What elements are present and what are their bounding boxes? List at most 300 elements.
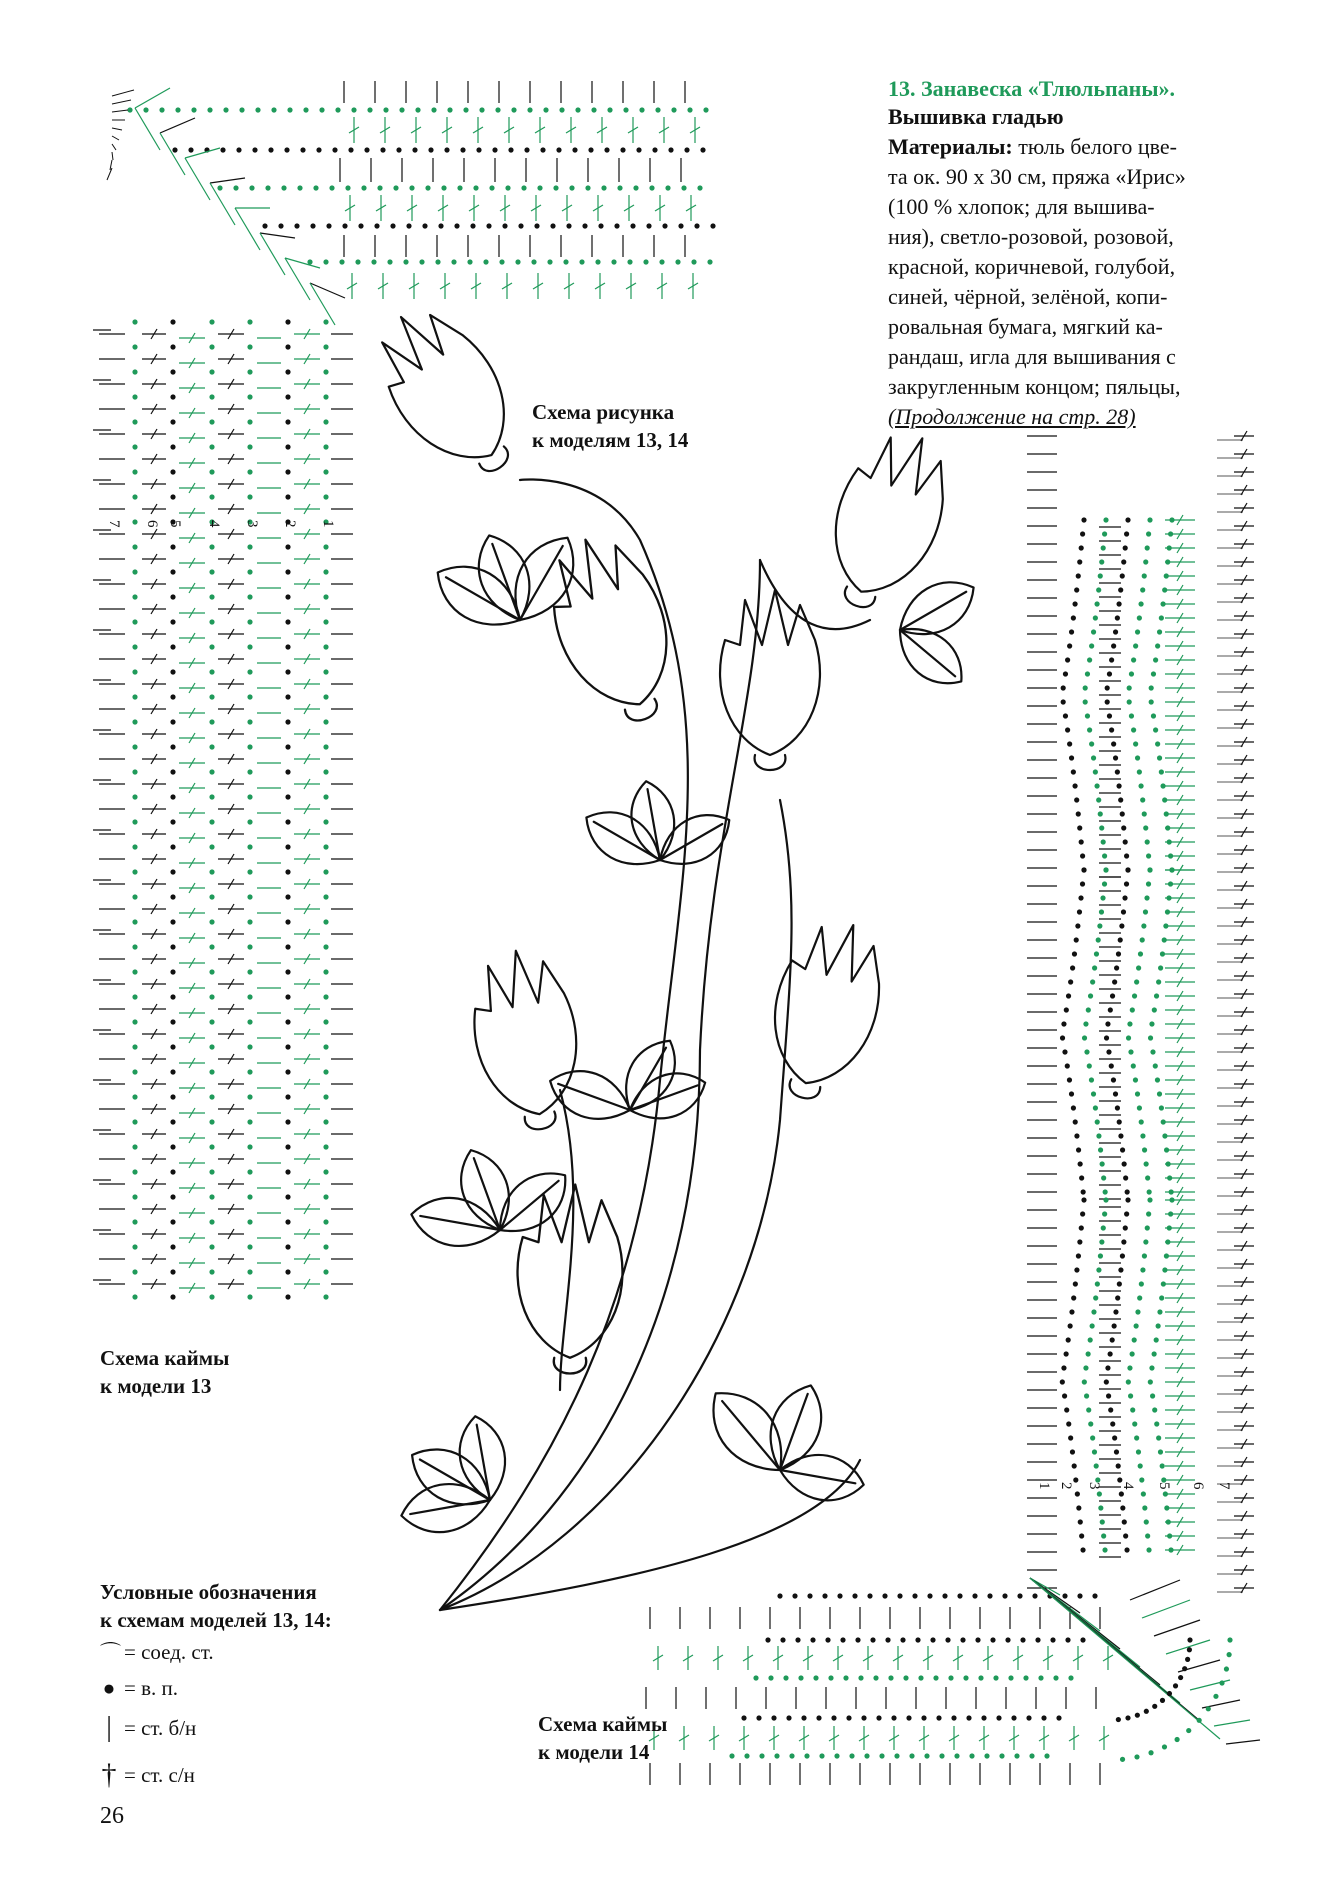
leaf-vein [420,1216,500,1230]
chain-dot [1098,811,1103,816]
chain-dot [285,419,290,424]
chain-dot [447,107,452,112]
chain-dot [1074,587,1079,592]
chain-dot [1061,685,1066,690]
chain-dot [1056,1715,1061,1720]
chain-dot [247,369,252,374]
chain-dot [323,494,328,499]
chain-dot [810,1637,815,1642]
chain-dot [1124,1547,1129,1552]
chain-dot [1098,1505,1103,1510]
chain-dot [852,1593,857,1598]
leaf-vein [780,1394,808,1470]
chain-dot [1144,1161,1149,1166]
chain-dot [1061,1365,1066,1370]
chain-dot [617,185,622,190]
row-number-left: 1 [320,520,336,528]
chain-dot [1092,1593,1097,1598]
chain-dot [1175,1737,1180,1742]
chain-dot [1115,615,1120,620]
chain-dot [604,147,609,152]
chain-dot [1060,1379,1065,1384]
chain-dot [323,1119,328,1124]
chain-dot [1142,1147,1147,1152]
chain-dot [1074,1133,1079,1138]
chain-dot [438,223,443,228]
chain-dot [170,1244,175,1249]
chain-dot [132,1044,137,1049]
chain-dot [209,969,214,974]
chain-dot [927,1593,932,1598]
chain-dot [170,744,175,749]
chain-dot [170,444,175,449]
chain-dot [207,107,212,112]
chain-dot [486,223,491,228]
chain-dot [1121,559,1126,564]
chain-dot [1142,811,1147,816]
chain-dot [132,644,137,649]
chain-dot [1103,1189,1108,1194]
stitch-mark [1214,1720,1250,1726]
leaf-4 [625,778,680,864]
stitch-mark [1142,1600,1190,1618]
chain-dot [1118,1133,1123,1138]
chain-dot [451,259,456,264]
chain-dot [1064,1407,1069,1412]
chain-dot [984,1753,989,1758]
chain-dot [1122,1519,1127,1524]
chain-dot [888,1675,893,1680]
chain-dot [1126,1035,1131,1040]
chain-dot [170,869,175,874]
chain-dot [1156,1435,1161,1440]
chain-dot [1062,1049,1067,1054]
chain-dot [1094,951,1099,956]
chain-dot [550,223,555,228]
chain-dot [1103,1197,1108,1202]
chain-dot [1137,615,1142,620]
chain-dot [1011,1715,1016,1720]
chain-dot [649,185,654,190]
materials-line-6: ровальная бумага, мягкий ка- [888,314,1163,339]
chain-dot [1085,713,1090,718]
chain-dot [1131,727,1136,732]
chain-dot [1062,1393,1067,1398]
chain-dot [313,185,318,190]
chain-dot [1079,545,1084,550]
chain-dot [1105,685,1110,690]
tulip-cup [814,420,964,609]
stitch-mark [160,133,185,175]
chain-dot [1152,1407,1157,1412]
chain-dot [1125,1189,1130,1194]
chain-dot [765,1637,770,1642]
chain-dot [671,107,676,112]
chain-dot [132,1269,137,1274]
chain-dot [547,259,552,264]
border13-caption-line1: Схема каймы [100,1346,230,1370]
chain-dot [1140,587,1145,592]
chain-dot [885,1637,890,1642]
leaf-vein [660,824,722,860]
chain-dot [285,994,290,999]
chain-dot [951,1715,956,1720]
chain-dot [1099,909,1104,914]
chain-dot [132,819,137,824]
chain-dot [1110,1337,1115,1342]
chain-dot [691,259,696,264]
chain-dot [209,444,214,449]
chain-dot [132,1194,137,1199]
chain-dot [1117,1281,1122,1286]
chain-dot [323,669,328,674]
chain-dot [1206,1706,1211,1711]
chain-dot [285,769,290,774]
chain-dot [1134,1435,1139,1440]
chain-dot [521,185,526,190]
stitch-mark [112,128,122,130]
chain-dot [1123,1225,1128,1230]
chain-dot [1127,685,1132,690]
chain-dot [409,185,414,190]
chain-dot [553,185,558,190]
chain-dot [999,1753,1004,1758]
chain-dot [858,1675,863,1680]
chain-dot [247,319,252,324]
chain-dot [789,1753,794,1758]
chain-dot [209,669,214,674]
chain-dot [1145,1175,1150,1180]
chain-dot [209,369,214,374]
leaf-vein [630,1085,698,1110]
chain-dot [614,223,619,228]
chain-dot [132,444,137,449]
chain-dot [170,1119,175,1124]
leaf-vein [520,546,563,620]
tulip-bulb [479,446,513,476]
chain-dot [393,185,398,190]
chain-dot [1065,1063,1070,1068]
chain-dot [454,223,459,228]
chain-dot [170,419,175,424]
chain-dot [1147,1197,1152,1202]
chain-dot [285,594,290,599]
border13-caption [100,1344,229,1400]
chain-dot [1152,1351,1157,1356]
continuation-link[interactable]: (Продолжение на стр. 28) [888,404,1136,429]
chain-dot [1089,1077,1094,1082]
chain-dot [601,185,606,190]
chain-dot [1213,1694,1218,1699]
chain-dot [209,1094,214,1099]
chain-dot [1091,1091,1096,1096]
chain-dot [323,569,328,574]
chain-dot [1097,923,1102,928]
chain-dot [247,1069,252,1074]
leaf-15 [758,1377,833,1478]
chain-dot [460,147,465,152]
chain-dot [1144,1519,1149,1524]
chain-dot [323,969,328,974]
chain-dot [1104,1379,1109,1384]
chain-dot [1156,1323,1161,1328]
chain-dot [209,819,214,824]
chain-dot [170,969,175,974]
chain-dot [756,1715,761,1720]
chain-dot [323,944,328,949]
chain-dot [1140,1267,1145,1272]
chain-dot [1118,1267,1123,1272]
chain-dot [1121,1239,1126,1244]
chain-dot [1068,1675,1073,1680]
chain-dot [1133,741,1138,746]
chain-dot [209,544,214,549]
chain-dot [285,969,290,974]
chain-dot [1083,1021,1088,1026]
chain-dot [1135,755,1140,760]
chain-dot [1094,1463,1099,1468]
chain-dot [326,223,331,228]
chain-dot [1111,741,1116,746]
chain-dot [1102,1547,1107,1552]
chain-dot [209,1269,214,1274]
chain-dot [209,344,214,349]
chain-dot [252,147,257,152]
chain-dot [882,1593,887,1598]
chain-dot [285,469,290,474]
chain-dot [741,1715,746,1720]
chain-dot [1155,643,1160,648]
chain-dot [323,1144,328,1149]
chain-dot [132,894,137,899]
chain-dot [323,869,328,874]
chain-dot [795,1637,800,1642]
chain-dot [1135,1091,1140,1096]
chain-dot [665,185,670,190]
chain-dot [607,107,612,112]
chain-dot [1106,1049,1111,1054]
chain-dot [170,1169,175,1174]
chain-dot [170,1094,175,1099]
chain-dot [1197,1718,1202,1723]
chain-dot [1095,1281,1100,1286]
chain-dot [239,107,244,112]
chain-dot [329,185,334,190]
chain-dot [505,185,510,190]
chain-dot [1154,1421,1159,1426]
chain-dot [209,994,214,999]
chain-dot [1112,979,1117,984]
chain-dot [323,259,328,264]
chain-dot [906,1715,911,1720]
chain-dot [285,1294,290,1299]
chain-dot [383,107,388,112]
chain-dot [1120,1505,1125,1510]
chain-dot [1044,1753,1049,1758]
chain-dot [930,1637,935,1642]
chain-dot [627,259,632,264]
tulip-cup [757,911,896,1096]
chain-dot [271,107,276,112]
tulip-embroidery-pattern [356,291,985,1610]
chain-dot [1095,1119,1100,1124]
chain-dot [262,223,267,228]
leaf-13 [486,1158,580,1247]
stitch-mark [260,233,295,238]
chain-dot [323,544,328,549]
chain-dot [132,1244,137,1249]
chain-dot [1005,1637,1010,1642]
chain-dot [1096,797,1101,802]
chain-dot [444,147,449,152]
row-number-left: 6 [144,520,160,528]
chain-dot [1105,699,1110,704]
chain-dot [1186,1728,1191,1733]
chain-dot [170,994,175,999]
chain-dot [697,185,702,190]
chain-dot [247,794,252,799]
chain-dot [303,107,308,112]
chain-dot [579,259,584,264]
chain-dot [143,107,148,112]
chain-dot [342,223,347,228]
chain-dot [939,1753,944,1758]
chain-dot [1098,1253,1103,1258]
chain-dot [966,1715,971,1720]
chain-dot [1125,1715,1130,1720]
chain-dot [1162,1744,1167,1749]
leaf-6 [889,568,985,649]
chain-dot [348,147,353,152]
chain-dot [132,1069,137,1074]
chain-dot [1060,1035,1065,1040]
chain-dot [170,1069,175,1074]
chain-dot [209,1119,214,1124]
chain-dot [867,1593,872,1598]
chain-dot [170,1044,175,1049]
legend-item-single-crochet [100,1706,332,1750]
legend-item-text: = в. п. [124,1675,178,1700]
chain-dot [1144,895,1149,900]
chain-dot [351,107,356,112]
border14-caption-line1: Схема каймы [538,1712,668,1736]
chain-dot [247,669,252,674]
chain-dot [646,223,651,228]
single-crochet-icon: | [106,1712,112,1743]
chain-dot [476,147,481,152]
chain-dot [1187,1647,1192,1652]
chain-dot [220,147,225,152]
chain-dot [285,544,290,549]
chain-dot [285,1119,290,1124]
chain-dot [431,107,436,112]
double-crochet-icon: † [101,1758,117,1791]
chain-dot [1090,979,1095,984]
chain-dot [236,147,241,152]
chain-dot [188,147,193,152]
chain-dot [1116,1717,1121,1722]
chain-dot [323,1169,328,1174]
chain-dot [1127,699,1132,704]
chain-dot [285,319,290,324]
stitch-mark [185,158,210,200]
chain-dot [1102,853,1107,858]
chain-dot [132,694,137,699]
chain-dot [170,794,175,799]
chain-dot [132,969,137,974]
chain-dot [285,794,290,799]
chain-dot [1074,1267,1079,1272]
leaf-8 [542,1060,637,1131]
chain-dot [768,1675,773,1680]
chain-dot [406,223,411,228]
chain-dot [457,185,462,190]
materials-line-8: закругленным концом; пяльцы, [888,374,1181,399]
chain-dot [332,147,337,152]
chain-dot [1135,1713,1140,1718]
leaf-19 [397,1477,494,1539]
chain-dot [1159,615,1164,620]
chain-dot [633,185,638,190]
chain-dot [1115,769,1120,774]
chain-dot [1100,1519,1105,1524]
chain-dot [1123,545,1128,550]
chain-dot [1140,1133,1145,1138]
stem [440,800,792,1610]
chain-dot [816,1715,821,1720]
chain-dot [1096,1133,1101,1138]
chain-dot [1149,685,1154,690]
chain-dot [1151,671,1156,676]
chain-dot [1069,1309,1074,1314]
chain-dot [1089,643,1094,648]
chain-dot [1094,783,1099,788]
chain-dot [1008,1675,1013,1680]
row-number-left: 2 [282,520,298,528]
chain-dot [412,147,417,152]
chain-dot [879,1753,884,1758]
chain-dot [247,444,252,449]
chain-dot [1087,727,1092,732]
chain-dot [1072,1463,1077,1468]
chain-dot [1159,1295,1164,1300]
chain-dot [323,444,328,449]
chain-dot [247,1269,252,1274]
chain-dot [1113,1091,1118,1096]
chain-dot [1038,1675,1043,1680]
chain-dot [247,544,252,549]
chain-dot [247,1194,252,1199]
chain-dot [170,569,175,574]
chain-dot [285,644,290,649]
chain-dot [132,1294,137,1299]
leaf-vein [647,789,660,860]
chain-dot [1117,1119,1122,1124]
chain-dot [170,1294,175,1299]
chain-dot [1079,1533,1084,1538]
chain-dot [543,107,548,112]
stitch-mark [135,108,160,150]
chain-dot [1141,1491,1146,1496]
chain-dot [170,594,175,599]
chain-dot [1074,937,1079,942]
chain-dot [247,894,252,899]
chain-dot [1100,895,1105,900]
chain-dot [1115,1105,1120,1110]
chain-dot [285,369,290,374]
chain-dot [285,1144,290,1149]
chain-dot [132,944,137,949]
